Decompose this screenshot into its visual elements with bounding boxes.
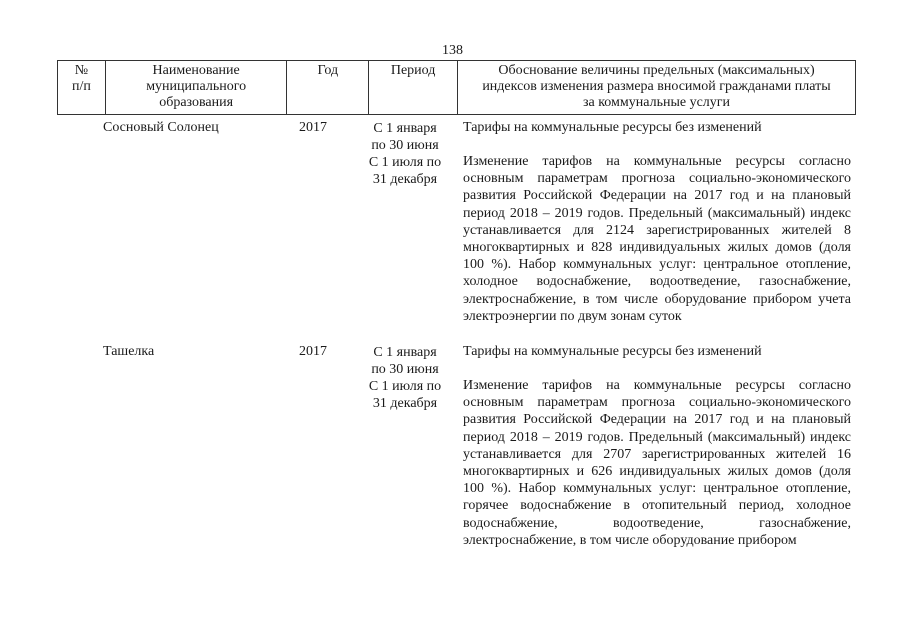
- header-basis: Обоснование величины предельных (максимальных) индексов изменения размера вносимой гражданами платы за коммунальные услуги: [482, 63, 831, 110]
- page-number: 138: [442, 43, 463, 58]
- basis-title: Тарифы на коммунальные ресурсы без изменений: [463, 120, 762, 135]
- header-municipality: Наименование муниципального образования: [106, 61, 288, 114]
- year: 2017: [299, 120, 327, 135]
- period-first-half: С 1 января по 30 июня: [371, 121, 439, 153]
- year: 2017: [299, 344, 327, 359]
- basis-text: Изменение тарифов на коммунальные ресурсы согласно основным параметрам прогноза социально-экономического развития Российской Федерации на 2017 год и на плановый период 2018 – 2019 годов. Предельный (максимальный) индекс устанавливается для 2707 зарегистрированных жителей 16 многоквартирных и 626 индивидуальных жилых домов (доля 100 %). Набор коммунальных услуг: центральное отопление, горячее водоснабжение в отопительный период, холодное водоснабжение, водоотведение, газоснабжение, электроснабжение, в том числе оборудование прибором: [463, 378, 851, 548]
- header-number: № п/п: [58, 61, 106, 114]
- header-period: Период: [369, 61, 458, 114]
- municipality-name: Ташелка: [103, 344, 155, 359]
- period-first-half: С 1 января по 30 июня: [371, 345, 439, 377]
- municipality-name: Сосновый Солонец: [103, 120, 219, 135]
- header-year: Год: [287, 61, 369, 114]
- period-second-half: С 1 июля по 31 декабря: [368, 379, 442, 411]
- period-second-half: С 1 июля по 31 декабря: [368, 155, 442, 187]
- table-header: [57, 60, 856, 115]
- basis-text: Изменение тарифов на коммунальные ресурсы согласно основным параметрам прогноза социально-экономического развития Российской Федерации на 2017 год и на плановый период 2018 – 2019 годов. Предельный (максимальный) индекс устанавливается для 2124 зарегистрированных жителей 8 многоквартирных и 828 индивидуальных жилых домов (доля 100 %). Набор коммунальных услуг: центральное отопление, холодное водоснабжение, водоотведение, газоснабжение, электроснабжение, в том числе оборудование прибором учета электроэнергии по двум зонам суток: [463, 154, 851, 324]
- basis-title: Тарифы на коммунальные ресурсы без изменений: [463, 344, 762, 359]
